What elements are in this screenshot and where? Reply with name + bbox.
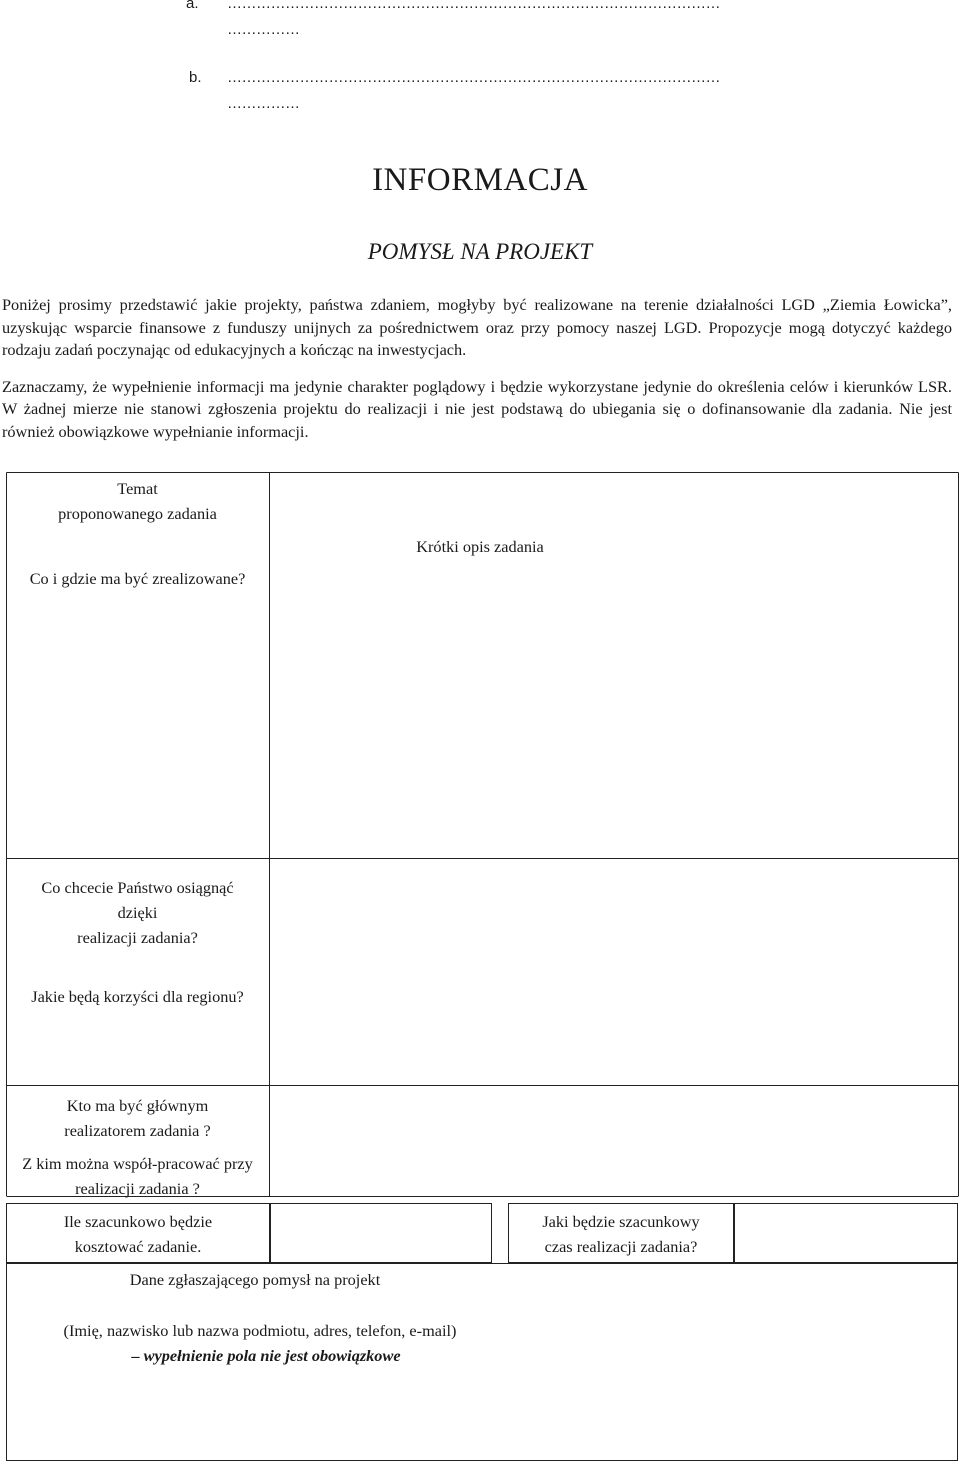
list-letter-b: b. (189, 69, 202, 86)
topic-label: Temat proponowanego zadania (58, 479, 217, 523)
topic-description-field[interactable] (270, 473, 958, 858)
time-input[interactable] (734, 1203, 958, 1263)
dotted-line-b1: ………………………………………………………………………………………… (227, 69, 720, 86)
page-title: INFORMACJA (372, 162, 588, 198)
list-letter-a: a. (186, 0, 199, 12)
applicant-title: Dane zgłaszającego pomysł na projekt (129, 1270, 381, 1289)
applicant-hint: (Imię, nazwisko lub nazwa podmiotu, adres, telefon, e-mail) (63, 1321, 457, 1340)
what-where-label: Co i gdzie ma być zrealizowane? (29, 569, 246, 588)
intro-paragraph-2: Zaznaczamy, że wypełnienie informacji ma jedynie charakter poglądowy i będzie wykorzystane jedynie do określenia celów i kierunków LSR. W żadnej mierze nie stanowi zgłoszenia projektu do realizacji i nie jest podstawą do ubiegania się o dofinansowanie dla zadania. Nie jest również obowiązkowe wypełnianie informacji. (2, 376, 952, 441)
page-subtitle: POMYSŁ NA PROJEKT (367, 239, 593, 264)
cost-input[interactable] (270, 1203, 492, 1263)
dotted-line-a1: ………………………………………………………………………………………… (227, 0, 720, 12)
dotted-line-a2: …………… (227, 21, 300, 38)
benefits-label: Jakie będą korzyści dla regionu? (31, 987, 244, 1006)
intro-paragraph-1: Poniżej prosimy przedstawić jakie projekty, państwa zdaniem, mogłyby być realizowane na terenie działalności LGD „Ziemia Łowicka”, uzyskując wsparcie finansowe z funduszy unijnych za pośrednictwem oraz przy pomocy naszej LGD. Propozycje mogą dotyczyć każdego rodzaju zadań poczynając od edukacyjnych a kończąc na inwestycjach. (2, 295, 952, 359)
time-label: Jaki będzie szacunkowy czas realizacji zadania? (542, 1212, 700, 1256)
goal-label: Co chcecie Państwo osiągnąć dzięki realizacji zadania? (41, 878, 234, 947)
cost-label: Ile szacunkowo będzie kosztować zadanie. (63, 1212, 213, 1256)
cooperation-label: Z kim można współ-pracować przy realizacji zadania ? (22, 1154, 253, 1198)
contractor-field[interactable] (270, 1086, 958, 1196)
applicant-note: – wypełnienie pola nie jest obowiązkowe (131, 1346, 401, 1365)
goal-benefits-field[interactable] (270, 859, 958, 1085)
dotted-line-b2: …………… (227, 95, 300, 112)
short-description-label: Krótki opis zadania (416, 537, 544, 556)
main-contractor-label: Kto ma być głównym realizatorem zadania ? (64, 1096, 211, 1140)
